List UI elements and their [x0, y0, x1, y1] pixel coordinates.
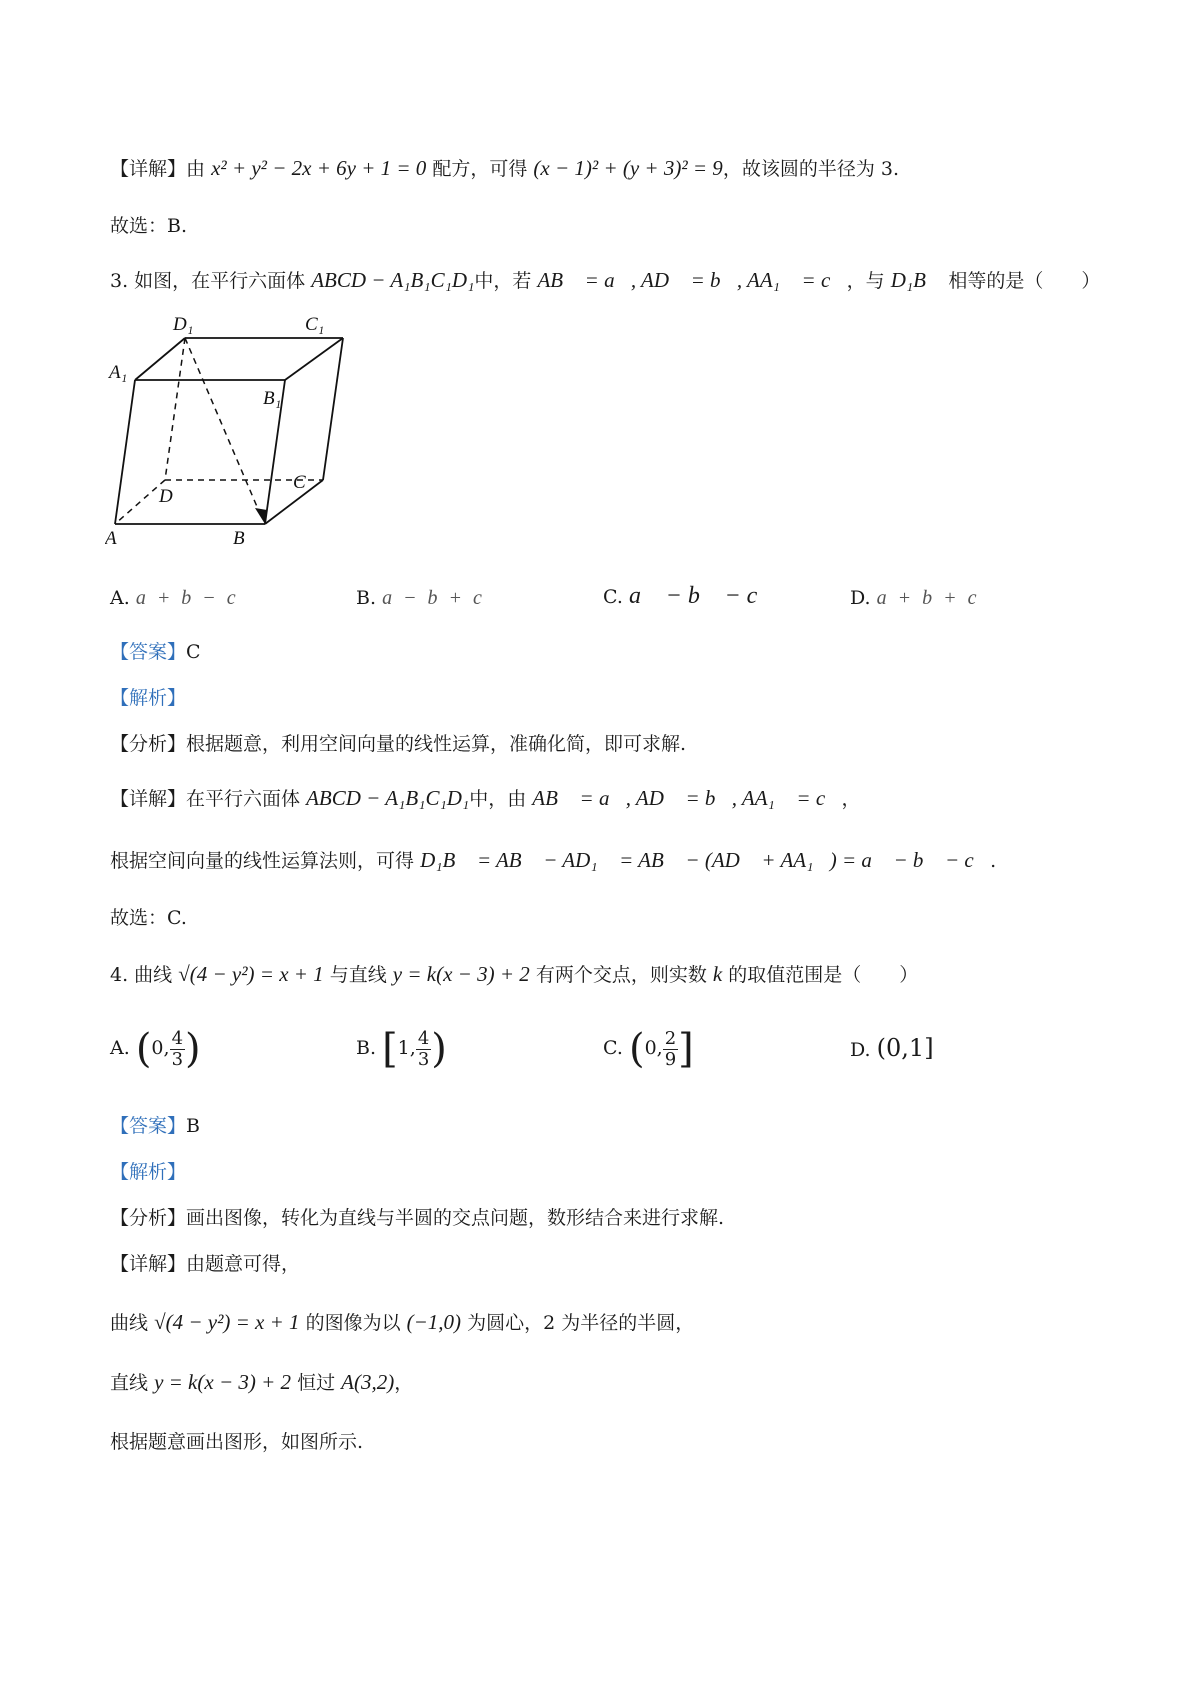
target-vector: D₁B⃗	[890, 268, 943, 292]
text: 的取值范围是（ ）	[728, 964, 919, 986]
option-letter: A.	[110, 587, 130, 609]
prev-choice: 故选：B.	[110, 215, 188, 237]
center-point: (−1,0)	[406, 1310, 462, 1334]
q4-xiangjie	[110, 1250, 300, 1278]
option-letter: B.	[356, 1037, 377, 1059]
completed-square: (x − 1)² + (y + 3)² = 9	[533, 156, 723, 180]
solid-name: ABCD − A₁B₁C₁D₁	[306, 786, 470, 810]
curve-equation: √(4 − y²) = x + 1	[154, 1310, 300, 1334]
numerator: 2	[664, 1027, 677, 1049]
vector-d1b	[185, 338, 261, 516]
q4-answer	[110, 1112, 200, 1140]
q3-stem	[110, 266, 1100, 295]
text: 中，若	[474, 270, 532, 292]
text: 由	[186, 158, 206, 180]
bracket-right: )	[185, 1026, 201, 1072]
text: 曲线	[110, 1312, 149, 1334]
text: 与直线	[329, 964, 387, 986]
q4-option-d[interactable]	[850, 1020, 934, 1078]
q3-rule	[110, 846, 996, 875]
interval: (0,1]	[876, 1034, 934, 1062]
xiangjie-label: 【详解】	[110, 158, 187, 180]
edge-dd1-hidden	[165, 338, 185, 480]
fraction	[416, 1029, 431, 1070]
label-d: D	[159, 486, 173, 507]
answer-value: B	[186, 1115, 200, 1137]
option-expr: a + b − c	[135, 587, 239, 609]
q3-answer	[110, 638, 201, 666]
text: 为圆心，2 为半径的半圆，	[467, 1312, 695, 1334]
text: 4. 曲线	[110, 964, 173, 986]
q4-final: 根据题意画出图形，如图所示.	[110, 1431, 364, 1453]
text: 的图像为以	[305, 1312, 401, 1334]
text: 有两个交点，则实数	[535, 964, 707, 986]
fraction	[663, 1029, 678, 1070]
bracket-left: (	[135, 1026, 152, 1072]
text: 相等的是（ ）	[948, 270, 1101, 292]
option-expr: a − b + c	[382, 587, 485, 609]
q3-analysis-label: 【解析】	[110, 687, 187, 709]
vector-definitions: AB⃗ = a⃗, AD⃗ = b⃗, AA₁⃗ = c⃗	[537, 268, 847, 292]
q4-stem	[110, 960, 918, 989]
xiangjie-label: 【详解】	[110, 788, 187, 810]
q4-analysis-label: 【解析】	[110, 1161, 187, 1183]
option-letter: C.	[603, 586, 623, 608]
q3-fenxi	[110, 730, 686, 758]
denominator: 3	[417, 1048, 430, 1070]
text: 3. 如图，在平行六面体	[110, 270, 306, 292]
label-c: C	[293, 472, 306, 493]
label-d1: D₁	[173, 314, 194, 335]
text: 直线	[110, 1372, 149, 1394]
interval-start: 0,	[151, 1037, 170, 1059]
label-a1: A₁	[109, 362, 128, 383]
q3-option-a[interactable]	[110, 584, 239, 612]
answer-label: 【答案】	[110, 1115, 187, 1137]
label-b: B	[233, 528, 245, 549]
q3-xiangjie	[110, 784, 861, 813]
solid-name: ABCD − A₁B₁C₁D₁	[311, 268, 475, 292]
fenxi-label: 【分析】	[110, 733, 187, 755]
bracket-left: [	[382, 1026, 398, 1072]
line-equation: y = k(x − 3) + 2	[392, 962, 530, 986]
text: 中，由	[469, 788, 527, 810]
option-letter: A.	[110, 1037, 130, 1059]
parallelepiped-figure	[105, 312, 365, 552]
text: .	[990, 850, 997, 872]
fenxi-text: 画出图像，转化为直线与半圆的交点问题，数形结合来进行求解.	[186, 1207, 725, 1229]
text: ，故该圆的半径为 3.	[722, 158, 899, 180]
label-b1: B₁	[263, 388, 282, 409]
vector-derivation: D₁B⃗ = AB⃗ − AD₁⃗ = AB⃗ − (AD⃗ + AA₁⃗) = a⃗ − b⃗ − c⃗	[420, 848, 991, 872]
bracket-right: )	[431, 1026, 447, 1072]
option-letter: D.	[850, 587, 871, 609]
bracket-left: (	[628, 1026, 645, 1072]
q4-option-b[interactable]	[356, 1020, 447, 1077]
numerator: 4	[171, 1027, 184, 1049]
k-variable: k	[712, 962, 723, 986]
text: 根据空间向量的线性运算法则，可得	[110, 850, 415, 872]
option-expr: a + b + c	[876, 587, 980, 609]
q4-fenxi	[110, 1204, 724, 1232]
text: ，	[841, 788, 861, 810]
q4-line-desc	[110, 1368, 413, 1397]
label-c1: C₁	[305, 314, 325, 335]
edge-a1a	[115, 380, 135, 524]
q3-option-b[interactable]	[356, 584, 485, 612]
q3-choice: 故选：C.	[110, 907, 187, 929]
text: ，与	[846, 270, 885, 292]
denominator: 9	[664, 1048, 677, 1070]
fixed-point: A(3,2)	[341, 1370, 395, 1394]
q3-option-d[interactable]	[850, 584, 980, 612]
text: 配方，可得	[432, 158, 528, 180]
option-letter: C.	[603, 1037, 623, 1059]
curve-equation: √(4 − y²) = x + 1	[178, 962, 324, 986]
xiangjie-text: 由题意可得，	[186, 1253, 301, 1275]
option-letter: D.	[850, 1039, 871, 1061]
fenxi-text: 根据题意，利用空间向量的线性运算，准确化简，即可求解.	[186, 733, 687, 755]
fraction	[170, 1029, 185, 1070]
text: ，	[394, 1372, 414, 1394]
prev-solution-line	[110, 154, 899, 183]
fenxi-label: 【分析】	[110, 1207, 187, 1229]
interval-start: 1,	[397, 1037, 416, 1059]
label-a: A	[105, 528, 117, 549]
line-equation: y = k(x − 3) + 2	[154, 1370, 292, 1394]
edge-d1a1	[135, 338, 185, 380]
q3-option-c[interactable]	[603, 582, 776, 611]
numerator: 4	[417, 1027, 430, 1049]
text: 恒过	[297, 1372, 336, 1394]
interval-start: 0,	[644, 1037, 663, 1059]
q4-option-a[interactable]	[110, 1020, 201, 1077]
vector-definitions: AB⃗ = a⃗, AD⃗ = b⃗, AA₁⃗ = c⃗	[532, 786, 842, 810]
answer-label: 【答案】	[110, 641, 187, 663]
answer-value: C	[186, 641, 201, 663]
q4-option-c[interactable]	[603, 1020, 694, 1077]
circle-equation: x² + y² − 2x + 6y + 1 = 0	[211, 156, 427, 180]
arrowhead	[255, 508, 267, 524]
denominator: 3	[171, 1048, 184, 1070]
option-letter: B.	[356, 587, 377, 609]
bracket-right: ]	[678, 1026, 694, 1072]
xiangjie-label: 【详解】	[110, 1253, 187, 1275]
text: 在平行六面体	[186, 788, 301, 810]
edge-ad-hidden	[115, 480, 165, 524]
edge-c1c	[323, 338, 343, 480]
option-expr: a⃗ − b⃗ − c⃗	[628, 583, 776, 609]
q4-curve-desc	[110, 1308, 694, 1337]
edge-b1c1	[285, 338, 343, 380]
